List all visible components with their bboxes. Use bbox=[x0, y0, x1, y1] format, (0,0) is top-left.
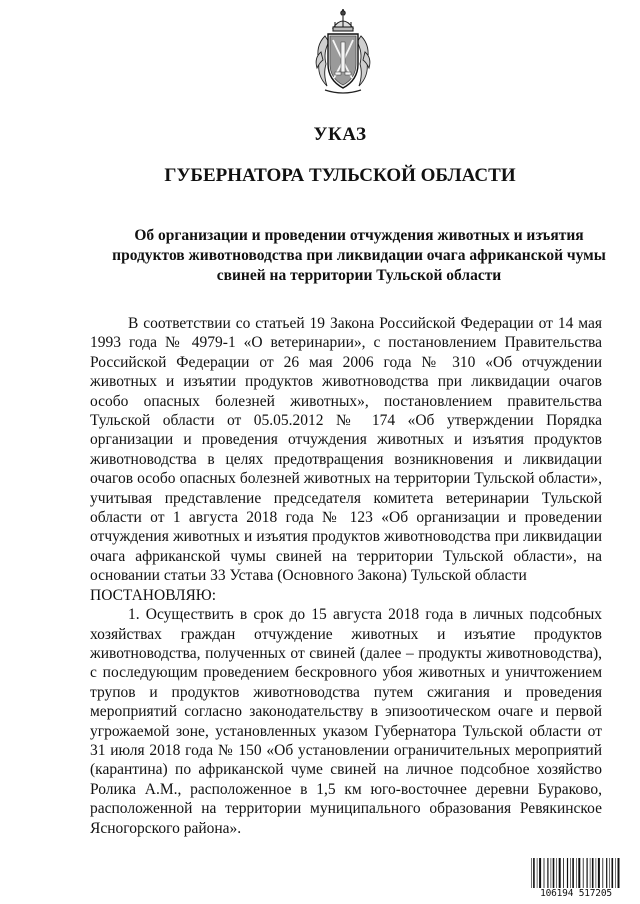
barcode-bars-icon bbox=[530, 858, 622, 888]
barcode-bar bbox=[570, 858, 571, 888]
barcode-bar bbox=[556, 858, 557, 888]
barcode-bar bbox=[551, 858, 552, 888]
barcode-bar bbox=[553, 858, 555, 888]
barcode-bar bbox=[618, 858, 620, 888]
barcode-bar bbox=[598, 858, 600, 888]
document-body bbox=[90, 314, 602, 838]
barcode-bar bbox=[615, 858, 616, 888]
barcode-bar bbox=[547, 858, 548, 888]
preamble-paragraph: В соответствии со статьей 19 Закона Российской Федерации от 14 мая 1993 года № 4979-1 «О ветеринарии», с постановлением Правительства Российской Федерации от 26 мая 2006 года № 310 «Об отчуждении животных и изъятии продуктов животноводства при ликвидации очагов особо опасных болезней животных», постановлением правительства Тульской области от 05.05.2012 № 174 «Об утверждении Порядка организации и проведения отчуждения животных и изъятия продуктов животноводства в целях предотвращения возникновения и ликвидации очагов особо опасных болезней животных на территории Тульской области», учитывая представление председателя комитета ветеринарии Тульской области от 1 августа 2018 года № 123 «Об организации и проведении отчуждения животных и изъятия продуктов животноводства при ликвидации очага африканской чумы свиней на территории Тульской области», на основании статьи 33 Устава (Основного Закона) Тульской области bbox=[90, 315, 602, 585]
tula-coat-of-arms-icon bbox=[311, 6, 375, 98]
document-subject: Об организации и проведении отчуждения животных и изъятия продуктов животноводства при ликвидации очага африканской чумы свиней на территории Тульской области bbox=[112, 227, 606, 284]
barcode-bar bbox=[578, 858, 580, 888]
barcode-bar bbox=[572, 858, 574, 888]
barcode-bar bbox=[531, 858, 532, 888]
barcode-bar bbox=[567, 858, 568, 888]
document-title: УКАЗ bbox=[313, 124, 367, 145]
barcode bbox=[530, 858, 622, 900]
barcode-number: 106194 517205 bbox=[540, 888, 612, 899]
barcode-bar bbox=[583, 858, 584, 888]
barcode-bar bbox=[563, 858, 564, 888]
barcode-bar bbox=[590, 858, 591, 888]
item-1-paragraph: 1. Осуществить в срок до 15 августа 2018 года в личных подсобных хозяйствах граждан отчуждение животных и изъятие продуктов животноводства, полученных от свиней (далее – продукты животноводства), с последующим проведением бескровного убоя животных и уничтожением трупов и продуктов животноводства путем сжигания и проведения мероприятий согласно законодательству в эпизоотическом очаге и первой угрожаемой зоне, установленных указом Губернатора Тульской области от 31 июля 2018 года № 150 «Об установлении ограничительных мероприятий (карантина) по африканской чуме свиней на личное подсобное хозяйство Ролика А.М., расположенное в 1,5 км юго-восточнее деревни Бураково, расположенной на территории муниципального образования Ревякинское Ясногорского района». bbox=[90, 606, 602, 837]
barcode-bar bbox=[537, 858, 538, 888]
barcode-bar bbox=[602, 858, 603, 888]
barcode-bar bbox=[539, 858, 541, 888]
barcode-bar bbox=[576, 858, 577, 888]
barcode-bar bbox=[612, 858, 614, 888]
decree-word: ПОСТАНОВЛЯЮ: bbox=[90, 586, 217, 604]
barcode-bar bbox=[596, 858, 597, 888]
document-issuer: ГУБЕРНАТОРА ТУЛЬСКОЙ ОБЛАСТИ bbox=[164, 165, 516, 186]
barcode-bar bbox=[544, 858, 545, 888]
barcode-bar bbox=[559, 858, 561, 888]
barcode-bar bbox=[606, 858, 607, 888]
barcode-bar bbox=[587, 858, 588, 888]
barcode-bar bbox=[609, 858, 610, 888]
barcode-bar bbox=[592, 858, 594, 888]
barcode-bar bbox=[533, 858, 535, 888]
